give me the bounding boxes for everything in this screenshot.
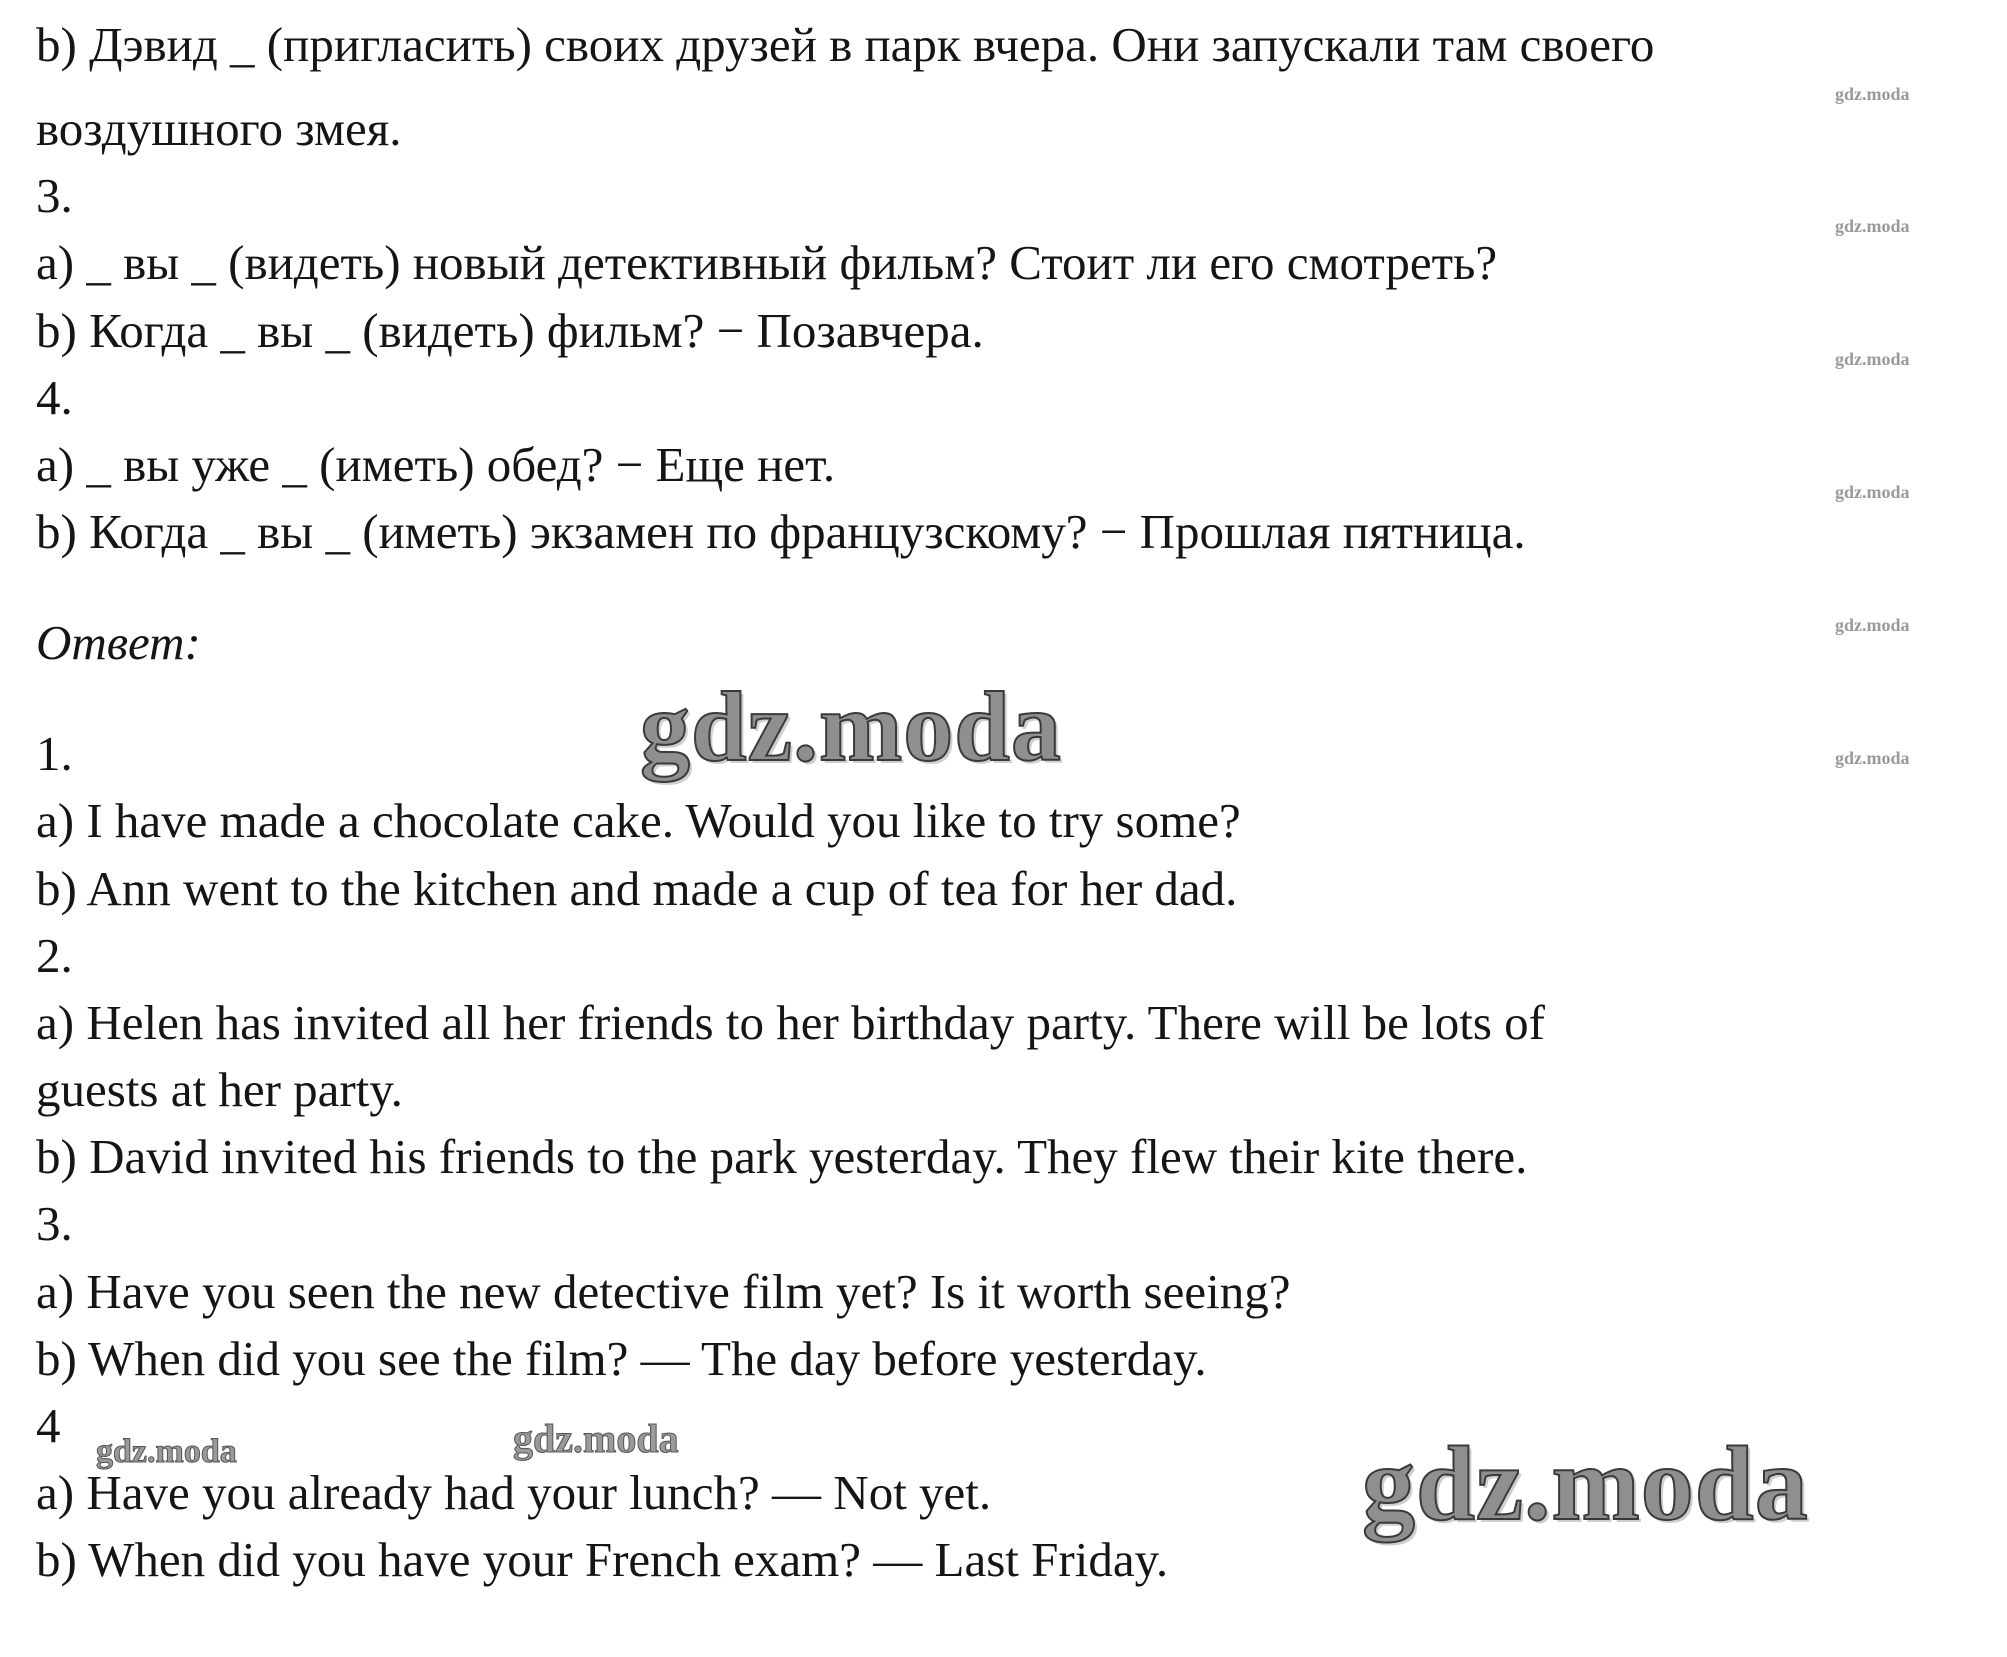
- answer-line: a) Helen has invited all her friends to her birthday party. There will be lots of: [36, 995, 1545, 1050]
- answer-line: b) When did you have your French exam? — Last Friday.: [36, 1532, 1169, 1587]
- task-line: b) Когда _ вы _ (иметь) экзамен по французскому? − Прошлая пятница.: [36, 504, 1526, 559]
- watermark-small: gdz.moda: [1835, 615, 1910, 635]
- watermark-medium: gdz.moda: [513, 1416, 679, 1461]
- answer-line: a) Have you seen the new detective film yet? Is it worth seeing?: [36, 1264, 1291, 1319]
- watermark-large: gdz.moda: [1362, 1425, 1809, 1542]
- answer-line: a) Have you already had your lunch? — Not yet.: [36, 1465, 992, 1520]
- watermark-small: gdz.moda: [1835, 482, 1910, 502]
- watermark-large: gdz.moda: [640, 671, 1062, 782]
- answer-number: 3.: [36, 1196, 73, 1251]
- watermark-small: gdz.moda: [1835, 84, 1910, 104]
- task-line: а) _ вы уже _ (иметь) обед? − Еще нет.: [36, 437, 836, 492]
- watermark-small: gdz.moda: [1835, 748, 1910, 768]
- answer-line: b) Ann went to the kitchen and made a cup of tea for her dad.: [36, 861, 1238, 916]
- answer-line: b) When did you see the film? — The day before yesterday.: [36, 1331, 1207, 1386]
- answer-number: 4: [36, 1398, 61, 1453]
- task-line: b) Когда _ вы _ (видеть) фильм? − Позавчера.: [36, 303, 984, 358]
- task-line: воздушного змея.: [36, 101, 402, 156]
- watermark-small: gdz.moda: [1835, 216, 1910, 236]
- task-number: 3.: [36, 168, 73, 223]
- answer-line: b) David invited his friends to the park yesterday. They flew their kite there.: [36, 1129, 1528, 1184]
- answer-line: a) I have made a chocolate cake. Would you like to try some?: [36, 793, 1241, 848]
- answer-heading: Ответ:: [36, 615, 201, 670]
- answer-number: 2.: [36, 928, 73, 983]
- watermark-medium: gdz.moda: [96, 1433, 237, 1470]
- task-line: а) _ вы _ (видеть) новый детективный фильм? Стоит ли его смотреть?: [36, 235, 1498, 290]
- watermark-small: gdz.moda: [1835, 349, 1910, 369]
- answer-line: guests at her party.: [36, 1062, 403, 1117]
- task-number: 4.: [36, 370, 73, 425]
- answer-number: 1.: [36, 726, 73, 781]
- task-line: b) Дэвид _ (пригласить) своих друзей в парк вчера. Они запускали там своего: [36, 17, 1655, 72]
